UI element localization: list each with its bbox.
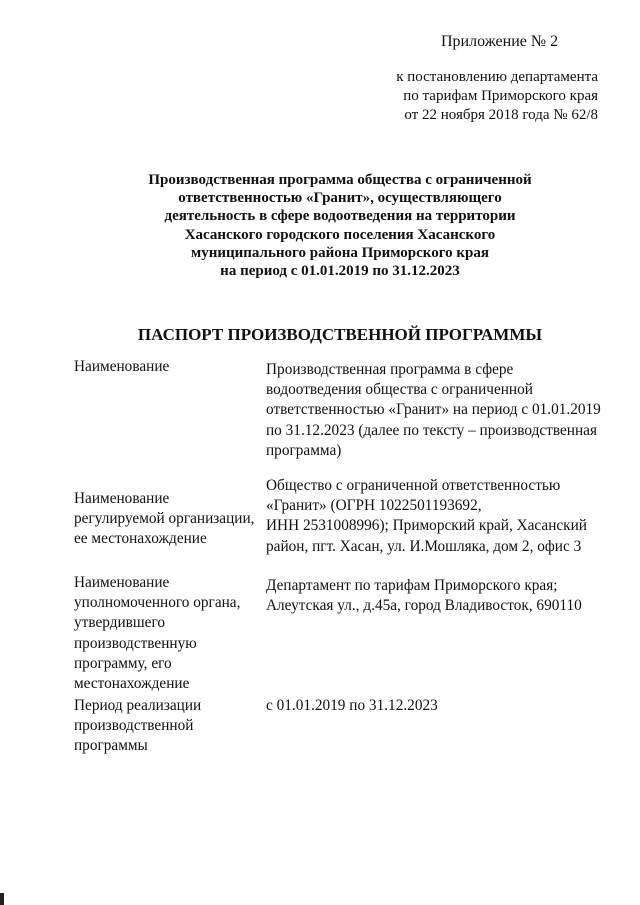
label-line: ее местонахождение [74,530,207,548]
value-line: ИНН 2531008996); Приморский край, Хасанский [266,517,587,535]
row-value-period [266,696,616,716]
title-line: Хасанского городского поселения Хасанского [184,226,496,243]
row-value-authority [266,576,616,616]
resolution-line: по тарифам Приморского края [403,88,598,104]
row-label-name [74,357,259,377]
value-line: Департамент по тарифам Приморского края; [266,577,558,594]
row-label-period [74,696,259,757]
row-label-authority [74,573,259,694]
resolution-reference [396,68,598,125]
value-line: Алеутская ул., д.45а, город Владивосток, 690110 [266,597,582,615]
value-line: Общество с ограниченной ответственностью [266,477,561,494]
title-line: муниципального района Приморского края [190,244,490,261]
label-line: Наименование [74,490,170,507]
value-line: район, пгт. Хасан, ул. И.Мошляка, дом 2, офис 3 [266,537,582,555]
row-value-organization [266,476,616,557]
resolution-line: от 22 ноября 2018 года № 62/8 [404,107,598,123]
title-line: на период с 01.01.2019 по 31.12.2023 [220,263,460,280]
value-line: ответственностью «Гранит» на период с 01.01.2019 [266,401,601,419]
label-line: программу, его [74,654,172,672]
label-line: производственную [74,634,197,652]
value-line: программа) [266,441,342,459]
row-value-name [266,360,616,461]
label-line: уполномоченного органа, [74,594,241,612]
value-line: водоотведения общества с ограниченной [266,381,533,399]
label-line: Наименование [74,358,170,375]
label-line: местонахождение [74,675,190,693]
label-line: программы [74,737,148,755]
value-line: по 31.12.2023 (далее по тексту – производственная [266,421,597,439]
label-line: Наименование [74,574,170,591]
resolution-line: к постановлению департамента [396,69,598,85]
label-line: регулируемой организации, [74,510,255,528]
row-label-organization [74,489,259,550]
passport-heading: ПАСПОРТ ПРОИЗВОДСТВЕННОЙ ПРОГРАММЫ [137,325,543,344]
label-line: утвердившего [74,614,166,632]
label-line: Период реализации [74,697,202,714]
title-line: деятельность в сфере водоотведения на территории [164,208,516,225]
value-line: Производственная программа в сфере [266,361,514,378]
program-title [60,171,620,280]
value-line: «Гранит» (ОГРН 1022501193692, [266,497,482,515]
title-line: Производственная программа общества с ограниченной [148,172,532,188]
appendix-number: Приложение № 2 [441,33,559,50]
scan-edge-mark [0,893,4,905]
label-line: производственной [74,717,194,735]
value-line: с 01.01.2019 по 31.12.2023 [266,697,438,714]
title-line: ответственностью «Гранит», осуществляющего [178,190,502,207]
